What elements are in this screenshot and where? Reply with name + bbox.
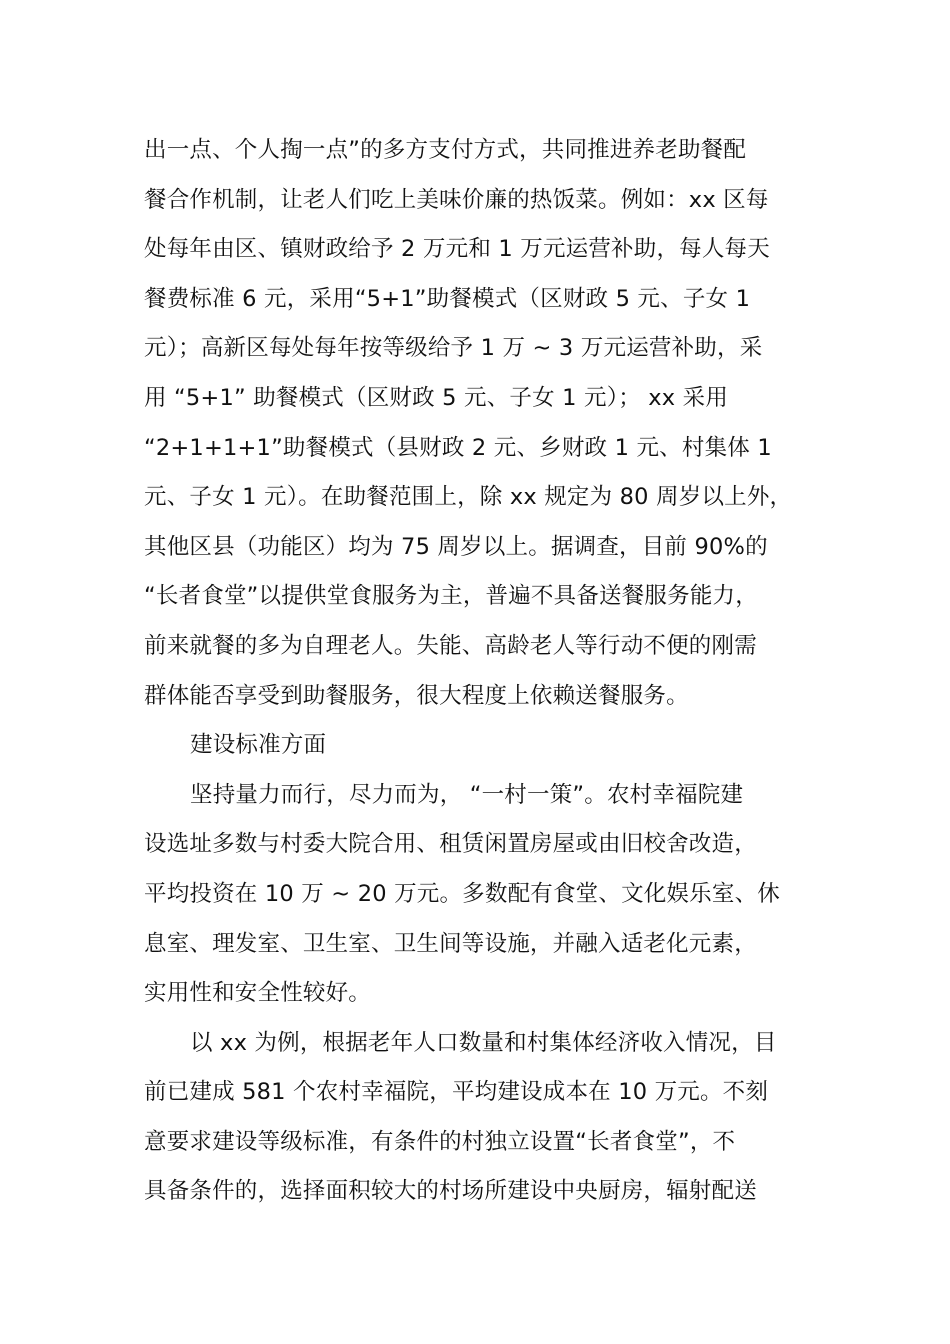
text-line: 前来就餐的多为自理老人。失能、高龄老人等行动不便的刚需 xyxy=(144,632,757,659)
text-line: 意要求建设等级标准，有条件的村独立设置“长者食堂”，不 xyxy=(144,1128,736,1155)
text-line: 前已建成 581 个农村幸福院，平均建设成本在 10 万元。不刻 xyxy=(144,1079,769,1106)
paragraph-first-line: 坚持量力而行，尽力而为， “一村一策”。农村幸福院建 xyxy=(190,781,744,808)
text-line: 群体能否享受到助餐服务，很大程度上依赖送餐服务。 xyxy=(144,682,689,709)
text-line: “2+1+1+1”助餐模式（县财政 2 元、乡财政 1 元、村集体 1 xyxy=(144,434,772,461)
section-heading: 建设标准方面 xyxy=(190,732,327,759)
text-line: 处每年由区、镇财政给予 2 万元和 1 万元运营补助，每人每天 xyxy=(144,236,770,263)
text-line: 元）；高新区每处每年按等级给予 1 万 ~ 3 万元运营补助，采 xyxy=(144,335,763,362)
text-line: 出一点、个人掏一点”的多方支付方式，共同推进养老助餐配 xyxy=(144,137,747,163)
paragraph-first-line: 以 xx 为例，根据老年人口数量和村集体经济收入情况，目 xyxy=(190,1029,777,1056)
text-line: 元、子女 1 元）。在助餐范围上，除 xx 规定为 80 周岁以上外， xyxy=(144,484,793,511)
text-line: 餐费标准 6 元，采用“5+1”助餐模式（区财政 5 元、子女 1 xyxy=(144,285,751,312)
text-line: 设选址多数与村委大院合用、租赁闲置房屋或由旧校舍改造， xyxy=(144,831,757,858)
text-line: 具备条件的，选择面积较大的村场所建设中央厨房，辐射配送 xyxy=(144,1178,757,1205)
text-line: 平均投资在 10 万 ~ 20 万元。多数配有食堂、文化娱乐室、休 xyxy=(144,880,780,907)
text-line: 息室、理发室、卫生室、卫生间等设施，并融入适老化元素， xyxy=(144,930,757,957)
document-body xyxy=(144,126,816,1217)
text-line: 餐合作机制，让老人们吃上美味价廉的热饭菜。例如：xx 区每 xyxy=(144,186,769,213)
text-line: 用 “5+1” 助餐模式（区财政 5 元、子女 1 元）； xx 采用 xyxy=(144,384,729,411)
text-line: 其他区县（功能区）均为 75 周岁以上。据调查，目前 90%的 xyxy=(144,533,768,560)
text-line: “长者食堂”以提供堂食服务为主，普遍不具备送餐服务能力， xyxy=(144,583,758,610)
text-line: 实用性和安全性较好。 xyxy=(144,980,372,1007)
